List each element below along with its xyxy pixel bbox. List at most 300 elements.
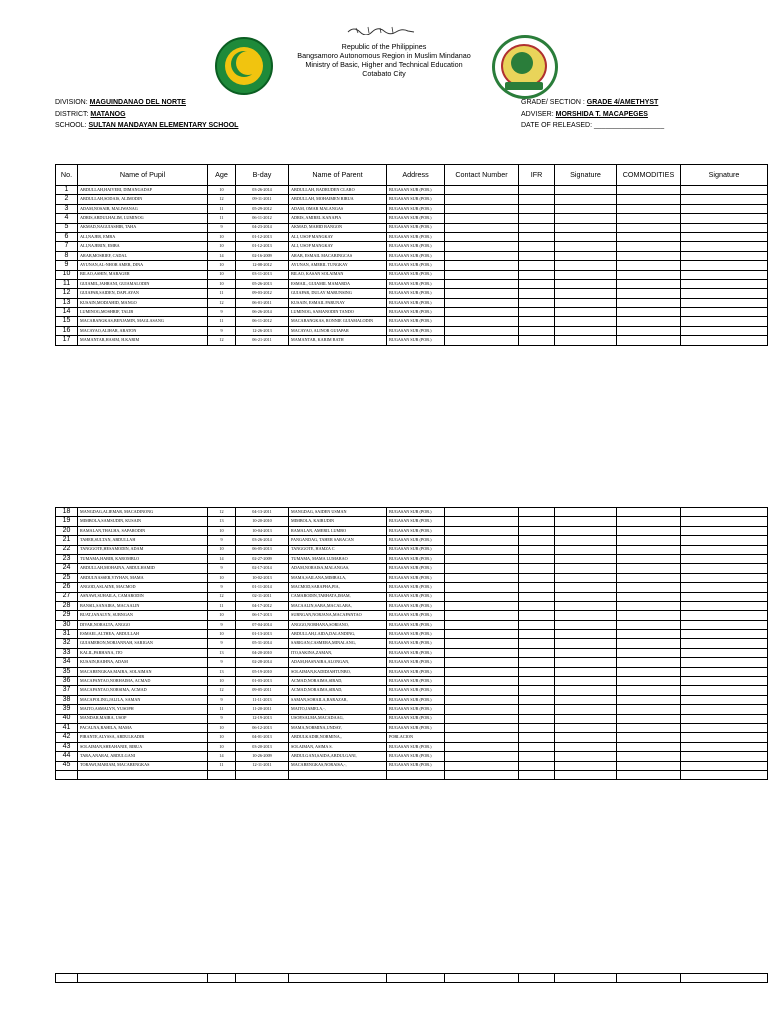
ifr-cell (519, 242, 555, 251)
row-number: 41 (56, 723, 78, 732)
pupil-name: ALI,NAJERIN, EMBA (78, 242, 208, 251)
commodities-cell (617, 658, 681, 667)
row-number: 9 (56, 261, 78, 270)
ifr-cell (519, 592, 555, 601)
ifr-cell (519, 723, 555, 732)
signature-cell (555, 564, 617, 573)
table-row (56, 204, 768, 213)
parent-name: ABDULGANI,SAIDA,ABDULGANI, (289, 752, 387, 761)
signature-cell (555, 214, 617, 223)
table-row (56, 289, 768, 298)
parent-name (289, 770, 387, 779)
row-number: 14 (56, 308, 78, 317)
table-row (56, 770, 768, 779)
parent-name: ADAM, OMAR MALANGAS (289, 204, 387, 213)
contact-number-cell (445, 186, 519, 195)
ifr-cell (519, 974, 555, 983)
col-header-no: No. (56, 165, 78, 186)
pupil-name: GUIAMIL,JAHRANI, GUIAMALODIN (78, 279, 208, 288)
row-number: 42 (56, 733, 78, 742)
pupil-birthday: 06-26-2014 (236, 308, 289, 317)
ifr-cell (519, 517, 555, 526)
signature-cell (555, 752, 617, 761)
table-row (56, 658, 768, 667)
row-number: 44 (56, 752, 78, 761)
table-row (56, 536, 768, 545)
signature-cell (555, 242, 617, 251)
pupil-name: MANDAR,MAIRA, USOP (78, 714, 208, 723)
adviser-line: ADVISER: MORSHIDA T. MACAPEGES (521, 111, 648, 118)
pupil-age: 10 (208, 261, 236, 270)
contact-number-cell (445, 620, 519, 629)
table-header-row (56, 165, 768, 186)
pupil-name: PIRANTE,ALYSSA, ABDULKADIR (78, 733, 208, 742)
contact-number-cell (445, 204, 519, 213)
pupil-birthday: 04-01-2013 (236, 733, 289, 742)
row-number: 45 (56, 761, 78, 770)
parent-name: MANGDAG, SAIDEN USMAN (289, 508, 387, 517)
commodities-cell (617, 592, 681, 601)
contact-number-cell (445, 630, 519, 639)
signature-cell (555, 686, 617, 695)
signature-cell (555, 658, 617, 667)
row-number: 16 (56, 326, 78, 335)
ifr-cell (519, 658, 555, 667)
signature-cell (555, 770, 617, 779)
contact-number-cell (445, 648, 519, 657)
table-row (56, 279, 768, 288)
commodities-cell (617, 536, 681, 545)
signature-2-cell (681, 573, 768, 582)
contact-number-cell (445, 195, 519, 204)
parent-name: MAITO,JAMELA,-, (289, 705, 387, 714)
signature-2-cell (681, 723, 768, 732)
table-row (56, 667, 768, 676)
parent-name: ALI, USOP MANGKAY (289, 242, 387, 251)
pupil-age: 12 (208, 195, 236, 204)
row-number: 6 (56, 232, 78, 241)
table-row (56, 677, 768, 686)
parent-name: AYUNAN, AMERIL TUNGKAY (289, 261, 387, 270)
parent-name: TANGGOTE, HAMZA C (289, 545, 387, 554)
pupil-age: 11 (208, 289, 236, 298)
parent-name: ACMAD,NORAIMA,SIBAD, (289, 677, 387, 686)
pupil-name: MACAPANTAO,NORSIMA, ACMAD (78, 686, 208, 695)
signature-cell (555, 974, 617, 983)
contact-number-cell (445, 686, 519, 695)
ifr-cell (519, 232, 555, 241)
pupil-name: ESMAEL,ALTHEA, ABDULLAH (78, 630, 208, 639)
parent-name: GUIAPAR, DULAY MARUNSING (289, 289, 387, 298)
city-heading: Cotabato City (362, 69, 406, 78)
commodities-cell (617, 508, 681, 517)
commodities-cell (617, 261, 681, 270)
pupil-birthday: 05-26-2013 (236, 279, 289, 288)
col-header-signature-2: Signature (681, 165, 768, 186)
signature-2-cell (681, 592, 768, 601)
address-cell: BUGASAN SUR (POB.) (387, 261, 445, 270)
ifr-cell (519, 573, 555, 582)
table-row (56, 620, 768, 629)
address-cell: BUGASAN SUR (POB.) (387, 308, 445, 317)
pupil-name: TAHER,SULTAN, ABDULLAH (78, 536, 208, 545)
signature-2-cell (681, 752, 768, 761)
address-cell: BUGASAN SUR (POB.) (387, 204, 445, 213)
address-cell: BUGASAN SUR (POB.) (387, 564, 445, 573)
pupil-age: 13 (208, 648, 236, 657)
parent-name: ALI, USOP MANGKAY (289, 232, 387, 241)
col-header-name-of-pupil: Name of Pupil (78, 165, 208, 186)
row-number (56, 770, 78, 779)
row-number: 27 (56, 592, 78, 601)
commodities-cell (617, 761, 681, 770)
address-cell: BUGASAN SUR (POB.) (387, 752, 445, 761)
parent-name: SOLAIMAN,KADIDJAHTUNBO, (289, 667, 387, 676)
pupil-birthday: 10-20-2010 (236, 517, 289, 526)
contact-number-cell (445, 298, 519, 307)
pupil-name: TORAWI,MARIAM, MACABENGKAS (78, 761, 208, 770)
address-cell: BUGASAN SUR (POB.) (387, 536, 445, 545)
pupil-birthday: 06-01-2011 (236, 298, 289, 307)
row-number (56, 974, 78, 983)
signature-2-cell (681, 714, 768, 723)
contact-number-cell (445, 573, 519, 582)
parent-name: MAMA,SAILANA,MIMBALA, (289, 573, 387, 582)
row-number: 21 (56, 536, 78, 545)
commodities-cell (617, 723, 681, 732)
pupil-name: KALIL,PARHANA, ITO (78, 648, 208, 657)
ifr-cell (519, 289, 555, 298)
address-cell: BUGASAN SUR (POB.) (387, 761, 445, 770)
address-cell: BUGASAN SUR (POB.) (387, 705, 445, 714)
pupil-name: DIVAR,NORALTA, ANGGO (78, 620, 208, 629)
pupil-age: 9 (208, 536, 236, 545)
pupil-age: 10 (208, 573, 236, 582)
row-number: 11 (56, 279, 78, 288)
table-row (56, 270, 768, 279)
pupil-birthday: 06-11-2012 (236, 317, 289, 326)
signature-cell (555, 620, 617, 629)
commodities-cell (617, 242, 681, 251)
signature-cell (555, 695, 617, 704)
pupil-name: MANGDAG,ALIEMAR, MACADINONG (78, 508, 208, 517)
signature-2-cell (681, 317, 768, 326)
ifr-cell (519, 583, 555, 592)
table-row (56, 308, 768, 317)
row-number: 26 (56, 583, 78, 592)
signature-cell (555, 223, 617, 232)
signature-cell (555, 508, 617, 517)
signature-2-cell (681, 232, 768, 241)
pupil-birthday: 12-11-2011 (236, 761, 289, 770)
parent-name: USOP,SALMA,MACADAAG, (289, 714, 387, 723)
address-cell: BUGASAN SUR (POB.) (387, 242, 445, 251)
pupil-name: TANGGOTE,HESAMODIN, ADAM (78, 545, 208, 554)
signature-2-cell (681, 508, 768, 517)
col-header-age: Age (208, 165, 236, 186)
contact-number-cell (445, 723, 519, 732)
signature-cell (555, 592, 617, 601)
signature-cell (555, 583, 617, 592)
address-cell: BUGASAN SUR (POB.) (387, 336, 445, 345)
parent-name: ADAM,NORAISA,MALANGAS, (289, 564, 387, 573)
signature-2-cell (681, 326, 768, 335)
table-row (56, 695, 768, 704)
address-cell: BUGASAN SUR (POB.) (387, 667, 445, 676)
signature-2-cell (681, 289, 768, 298)
row-number: 25 (56, 573, 78, 582)
signature-2-cell (681, 667, 768, 676)
signature-cell (555, 601, 617, 610)
row-number: 20 (56, 526, 78, 535)
signature-2-cell (681, 639, 768, 648)
parent-name: BILAO, KASAN SOLAIMAN (289, 270, 387, 279)
pupil-age: 9 (208, 639, 236, 648)
signature-2-cell (681, 564, 768, 573)
signature-2-cell (681, 705, 768, 714)
commodities-cell (617, 545, 681, 554)
pupil-name: KUSAIN,MODJAHID, MANGO (78, 298, 208, 307)
ifr-cell (519, 714, 555, 723)
pupil-birthday: 02-27-2009 (236, 554, 289, 563)
ifr-cell (519, 742, 555, 751)
table-row (56, 761, 768, 770)
table-row (56, 714, 768, 723)
ifr-cell (519, 601, 555, 610)
pupil-age: 11 (208, 317, 236, 326)
pupil-birthday: 02-17-2014 (236, 564, 289, 573)
signature-2-cell (681, 554, 768, 563)
pupil-birthday: 04-23-2014 (236, 223, 289, 232)
ifr-cell (519, 752, 555, 761)
table-row (56, 705, 768, 714)
contact-number-cell (445, 261, 519, 270)
table-row (56, 508, 768, 517)
table-row (56, 186, 768, 195)
address-cell: BUGASAN SUR (POB.) (387, 658, 445, 667)
col-header-bday: B-day (236, 165, 289, 186)
pupil-birthday: 12-19-2013 (236, 714, 289, 723)
pupil-birthday: 10-02-2013 (236, 573, 289, 582)
signature-cell (555, 536, 617, 545)
commodities-cell (617, 714, 681, 723)
pupil-name: GUIAPAR,SAIDEN, DAPLAYAN (78, 289, 208, 298)
pupil-age: 10 (208, 545, 236, 554)
parent-name: MACABENGKAS,NORAISA,-, (289, 761, 387, 770)
pupil-birthday: 12-26-2013 (236, 326, 289, 335)
pupil-birthday: 03-11-2013 (236, 270, 289, 279)
contact-number-cell (445, 639, 519, 648)
pupil-age (208, 974, 236, 983)
address-cell: BUGASAN SUR (POB.) (387, 583, 445, 592)
row-number: 38 (56, 695, 78, 704)
pupil-birthday: 01-11-2014 (236, 583, 289, 592)
address-cell: BUGASAN SUR (POB.) (387, 526, 445, 535)
release-date-value: __________________ (594, 122, 665, 129)
table-row (56, 232, 768, 241)
pupil-age: 14 (208, 554, 236, 563)
pupil-name: ANGOD,ASLAINE, MACMOD (78, 583, 208, 592)
signature-cell (555, 336, 617, 345)
grade-section-line: GRADE/ SECTION : GRADE 4/AMETHYST (521, 99, 659, 106)
pupil-age: 9 (208, 583, 236, 592)
contact-number-cell (445, 611, 519, 620)
contact-number-cell (445, 214, 519, 223)
commodities-cell (617, 667, 681, 676)
table-row (56, 686, 768, 695)
pupil-name: ABDULLAH,HAIVERI, DIMANGADAP (78, 186, 208, 195)
pupil-name: KUSAIN,RAIHNA, ADAM (78, 658, 208, 667)
signature-cell (555, 705, 617, 714)
col-header-contact-number: Contact Number (445, 165, 519, 186)
pupil-name: RAMALAN,THALHA, SAPARODIN (78, 526, 208, 535)
pupil-age: 10 (208, 723, 236, 732)
pupil-age: 10 (208, 677, 236, 686)
ifr-cell (519, 564, 555, 573)
table-row (56, 298, 768, 307)
commodities-cell (617, 214, 681, 223)
signature-2-cell (681, 279, 768, 288)
signature-cell (555, 308, 617, 317)
pupil-name: ASNAWI,SUHAILA, CAMARODIN (78, 592, 208, 601)
contact-number-cell (445, 554, 519, 563)
pupil-birthday: 06-21-2011 (236, 336, 289, 345)
pupil-age: 9 (208, 714, 236, 723)
ifr-cell (519, 686, 555, 695)
address-cell: BUGASAN SUR (POB.) (387, 592, 445, 601)
contact-number-cell (445, 526, 519, 535)
pupil-name: ABDULLAH,MOHAINA, ABDULHAMID (78, 564, 208, 573)
pupil-name: SOLAIMAN,SHEAHANIE, BIRUA (78, 742, 208, 751)
pupil-birthday (236, 974, 289, 983)
ifr-cell (519, 204, 555, 213)
region-heading: Bangsamoro Autonomous Region in Muslim Mindanao (297, 51, 471, 60)
signature-2-cell (681, 761, 768, 770)
pupil-table-page-1 (55, 164, 768, 346)
ifr-cell (519, 536, 555, 545)
parent-name: ACMAD,NORAIMA,SIBAD, (289, 686, 387, 695)
release-date-line: DATE OF RELEASED: __________________ (521, 122, 665, 129)
commodities-cell (617, 705, 681, 714)
pupil-name: MAITO,ASMALYN, YUSOPH (78, 705, 208, 714)
ifr-cell (519, 620, 555, 629)
address-cell: POBLACION (387, 733, 445, 742)
parent-name: TUMAMA, MAMA LUMABAO (289, 554, 387, 563)
row-number: 33 (56, 648, 78, 657)
parent-name: ABDULKADIR,NORMINA,, (289, 733, 387, 742)
address-cell: BUGASAN SUR (POB.) (387, 714, 445, 723)
contact-number-cell (445, 752, 519, 761)
pupil-age: 11 (208, 601, 236, 610)
contact-number-cell (445, 667, 519, 676)
pupil-birthday: 07-04-2014 (236, 620, 289, 629)
pupil-name: AYUNAN,AL-NHOR AMER, DINA (78, 261, 208, 270)
ifr-cell (519, 317, 555, 326)
commodities-cell (617, 686, 681, 695)
contact-number-cell (445, 705, 519, 714)
ifr-cell (519, 545, 555, 554)
address-cell: BUGASAN SUR (POB.) (387, 630, 445, 639)
signature-cell (555, 526, 617, 535)
ifr-cell (519, 705, 555, 714)
address-cell: BUGASAN SUR (POB.) (387, 289, 445, 298)
pupil-age: 11 (208, 214, 236, 223)
pupil-age: 12 (208, 508, 236, 517)
pupil-age: 11 (208, 761, 236, 770)
pupil-age: 10 (208, 611, 236, 620)
row-number: 40 (56, 714, 78, 723)
pupil-birthday: 05-29-2012 (236, 204, 289, 213)
pupil-name: TARA,ANARAI, ABDULGANI (78, 752, 208, 761)
table-row (56, 611, 768, 620)
pupil-age: 12 (208, 336, 236, 345)
pupil-birthday: 03-26-2014 (236, 186, 289, 195)
pupil-birthday: 09-03-2012 (236, 289, 289, 298)
commodities-cell (617, 279, 681, 288)
table-row (56, 251, 768, 260)
table-row (56, 648, 768, 657)
commodities-cell (617, 648, 681, 657)
ifr-cell (519, 677, 555, 686)
table-row (56, 526, 768, 535)
ministry-heading: Ministry of Basic, Higher and Technical Education (305, 60, 463, 69)
division-line: DIVISION: MAGUINDANAO DEL NORTE (55, 99, 186, 106)
signature-2-cell (681, 770, 768, 779)
pupil-birthday: 02-16-2009 (236, 251, 289, 260)
signature-2-cell (681, 583, 768, 592)
contact-number-cell (445, 517, 519, 526)
table-row (56, 639, 768, 648)
pupil-birthday: 04-13-2011 (236, 508, 289, 517)
table-row (56, 723, 768, 732)
commodities-cell (617, 677, 681, 686)
contact-number-cell (445, 695, 519, 704)
col-header-commodities: COMMODITIES (617, 165, 681, 186)
pupil-age: 12 (208, 298, 236, 307)
parent-name: MIMBOLA, KAIRUDIN (289, 517, 387, 526)
address-cell: BUGASAN SUR (POB.) (387, 279, 445, 288)
table-row (56, 195, 768, 204)
signature-cell (555, 232, 617, 241)
address-cell: BUGASAN SUR (POB.) (387, 742, 445, 751)
parent-name: ARAB, ESMAIL MACABINGCAS (289, 251, 387, 260)
district-value: MATANOG (90, 111, 126, 118)
pupil-age: 12 (208, 686, 236, 695)
contact-number-cell (445, 714, 519, 723)
signature-2-cell (681, 308, 768, 317)
pupil-name: GUIAMERON,NORJANNAH, SARIGAN (78, 639, 208, 648)
contact-number-cell (445, 733, 519, 742)
pupil-name: TUMAMA,HABIB, KAROMBLO (78, 554, 208, 563)
row-number: 4 (56, 214, 78, 223)
signature-2-cell (681, 695, 768, 704)
pupil-birthday: 06-12-2013 (236, 723, 289, 732)
parent-name: SOLAIMAN, ASIMA S. (289, 742, 387, 751)
pupil-birthday: 11-11-2013 (236, 695, 289, 704)
contact-number-cell (445, 536, 519, 545)
parent-name: ADRIS, AMIREL KANAPIA (289, 214, 387, 223)
signature-cell (555, 648, 617, 657)
row-number: 24 (56, 564, 78, 573)
signature-2-cell (681, 186, 768, 195)
row-number: 2 (56, 195, 78, 204)
ifr-cell (519, 695, 555, 704)
pupil-age: 10 (208, 279, 236, 288)
table-row (56, 601, 768, 610)
row-number: 18 (56, 508, 78, 517)
contact-number-cell (445, 289, 519, 298)
address-cell: BUGASAN SUR (POB.) (387, 508, 445, 517)
